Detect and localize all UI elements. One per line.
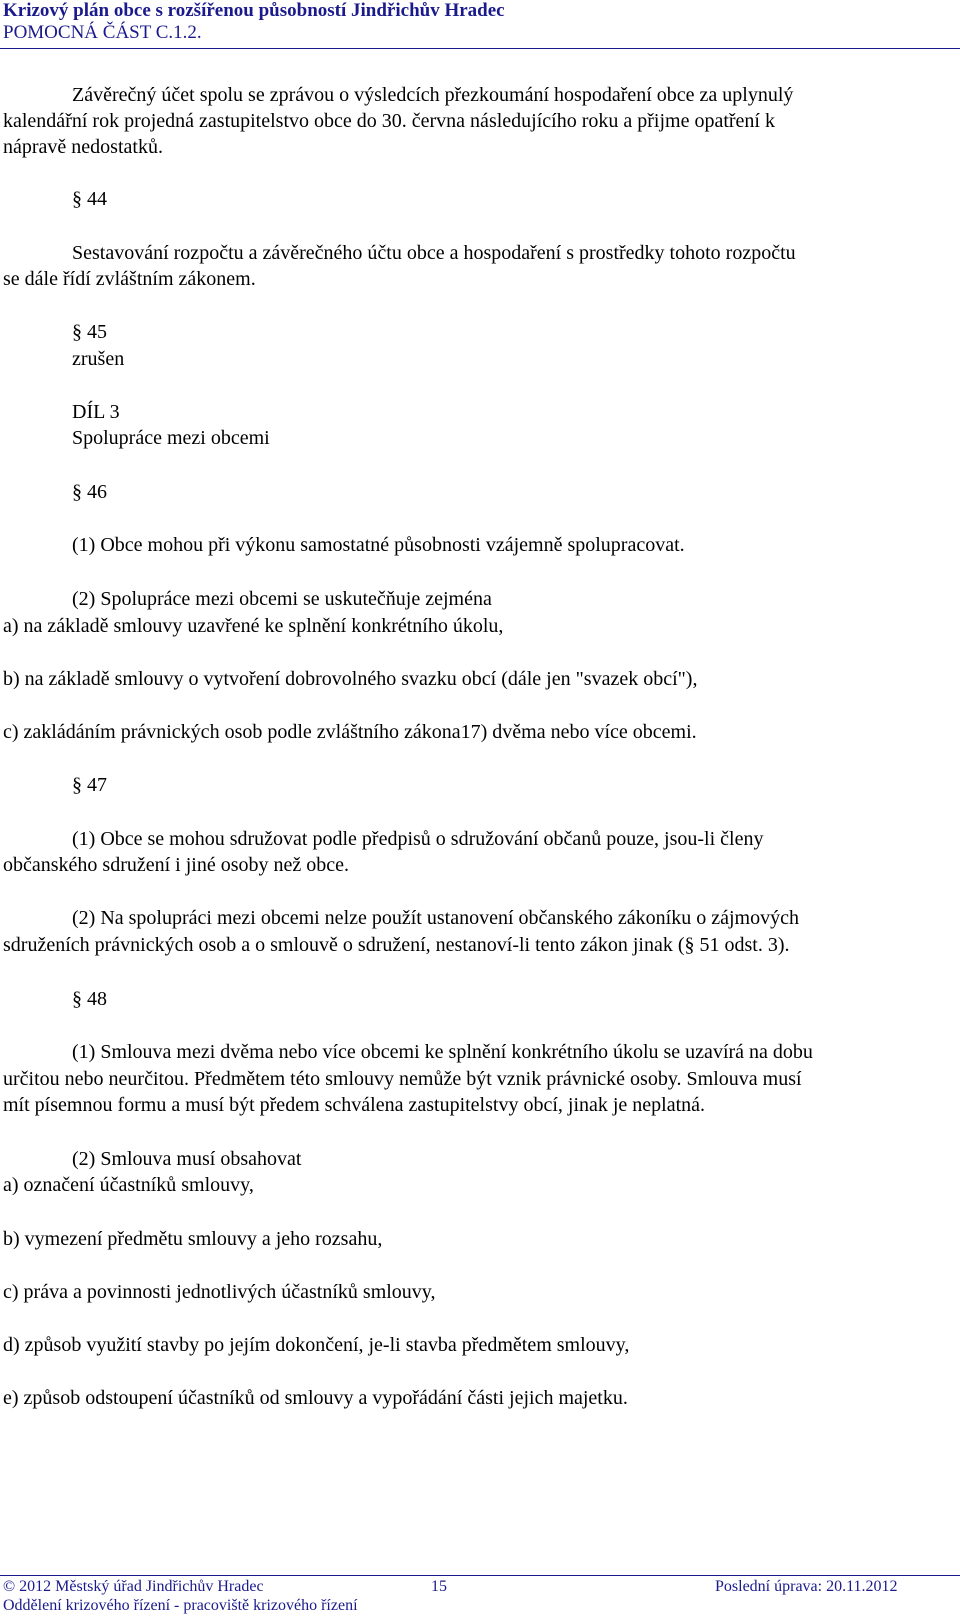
paragraph-line: se dále řídí zvláštním zákonem.: [3, 268, 256, 290]
footer-page-number: 15: [431, 1578, 447, 1595]
list-item: b) na základě smlouvy o vytvoření dobrovolného svazku obcí (dále jen "svazek obcí"),: [3, 668, 698, 690]
paragraph-line: (2) Spolupráce mezi obcemi se uskutečňuje zejména: [72, 588, 492, 610]
section-heading: § 48: [72, 988, 107, 1010]
paragraph-line: Sestavování rozpočtu a závěrečného účtu obce a hospodaření s prostředky tohoto rozpočtu: [72, 242, 796, 264]
paragraph-line: (2) Na spolupráci mezi obcemi nelze použít ustanovení občanského zákoníku o zájmových: [72, 907, 799, 929]
paragraph-line: Závěrečný účet spolu se zprávou o výsledcích přezkoumání hospodaření obce za uplynulý: [72, 84, 794, 106]
paragraph-line: sdruženích právnických osob a o smlouvě o sdružení, nestanoví-li tento zákon jinak (§ 51 odst. 3).: [3, 934, 790, 956]
section-heading: § 46: [72, 481, 107, 503]
list-item: d) způsob využití stavby po jejím dokončení, je-li stavba předmětem smlouvy,: [3, 1334, 630, 1356]
paragraph-line: kalendářní rok projedná zastupitelstvo obce do 30. června následujícího roku a přijme opatření k: [3, 110, 775, 132]
list-item: a) na základě smlouvy uzavřené ke splnění konkrétního úkolu,: [3, 615, 504, 637]
paragraph-line: mít písemnou formu a musí být předem schválena zastupitelstvy obcí, jinak je neplatná.: [3, 1094, 706, 1116]
list-item: c) práva a povinnosti jednotlivých účastníků smlouvy,: [3, 1281, 436, 1303]
section-heading: § 44: [72, 188, 107, 210]
footer-department: Oddělení krizového řízení - pracoviště krizového řízení: [3, 1597, 358, 1614]
footer-last-update: Poslední úprava: 20.11.2012: [715, 1578, 898, 1595]
part-heading: DÍL 3: [72, 401, 120, 423]
footer-copyright: © 2012 Městský úřad Jindřichův Hradec: [3, 1578, 264, 1595]
section-heading: § 45: [72, 321, 107, 343]
list-item: c) zakládáním právnických osob podle zvláštního zákona17) dvěma nebo více obcemi.: [3, 721, 697, 743]
list-item: b) vymezení předmětu smlouvy a jeho rozsahu,: [3, 1228, 383, 1250]
section-heading: § 47: [72, 774, 107, 796]
paragraph-line: (1) Obce mohou při výkonu samostatné působnosti vzájemně spolupracovat.: [72, 534, 685, 556]
paragraph-line: (1) Smlouva mezi dvěma nebo více obcemi ke splnění konkrétního úkolu se uzavírá na dobu: [72, 1041, 813, 1063]
header-title: Krizový plán obce s rozšířenou působností Jindřichův Hradec: [3, 0, 505, 21]
list-item: e) způsob odstoupení účastníků od smlouvy a vypořádání části jejich majetku.: [3, 1387, 628, 1409]
paragraph-line: zrušen: [72, 348, 125, 370]
paragraph-line: občanského sdružení i jiné osoby než obce.: [3, 854, 350, 876]
paragraph-line: (1) Obce se mohou sdružovat podle předpisů o sdružování občanů pouze, jsou-li členy: [72, 828, 764, 850]
list-item: a) označení účastníků smlouvy,: [3, 1174, 254, 1196]
paragraph-line: nápravě nedostatků.: [3, 136, 163, 158]
paragraph-line: (2) Smlouva musí obsahovat: [72, 1148, 302, 1170]
footer-divider: [0, 1575, 960, 1576]
part-title: Spolupráce mezi obcemi: [72, 427, 270, 449]
header-subtitle: POMOCNÁ ČÁST C.1.2.: [3, 22, 202, 43]
header-divider: [0, 48, 960, 49]
paragraph-line: určitou nebo neurčitou. Předmětem této smlouvy nemůže být vznik právnické osoby. Smlouva musí: [3, 1068, 802, 1090]
